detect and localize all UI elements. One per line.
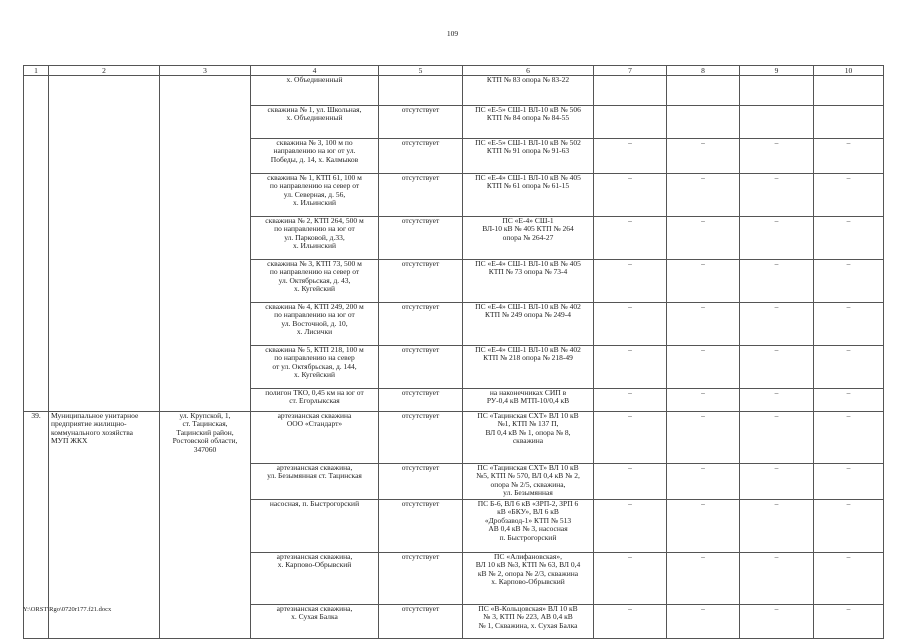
col8-cell-text: – — [701, 173, 705, 182]
col8-cell-text: – — [701, 463, 705, 472]
col8-cell — [667, 303, 740, 346]
col10-cell — [814, 605, 884, 639]
empty-cell — [24, 76, 49, 412]
col10-cell-text: – — [846, 388, 851, 397]
presence-cell — [379, 217, 463, 260]
col7-cell — [594, 553, 667, 605]
presence-cell — [379, 553, 463, 605]
col10-cell-text: – — [846, 345, 851, 354]
col9-cell — [740, 553, 814, 605]
col7-cell — [594, 605, 667, 639]
col10-cell — [814, 553, 884, 605]
col9-cell — [740, 106, 814, 139]
col10-cell — [814, 260, 884, 303]
column-number-1-text: 1 — [34, 66, 38, 75]
power-cell-text: ПС «Е-4» СШ-1 ВЛ-10 кВ № 402 КТП № 218 опора № 218-49 — [475, 345, 581, 363]
presence-cell — [379, 412, 463, 464]
object-cell-text: скважина № 3, КТП 73, 500 м по направлению на север от ул. Октябрьская, д. 43, х. Кугейский — [267, 259, 362, 294]
col8-cell — [667, 346, 740, 389]
col8-cell — [667, 260, 740, 303]
col7-cell — [594, 217, 667, 260]
col9-cell-text: – — [774, 173, 779, 182]
power-cell — [463, 260, 594, 303]
power-cell-text: ПС «Тацинская СХТ» ВЛ 10 кВ №5, КТП № 570, ВЛ 0,4 кВ № 2, опора № 2/5, скважина, ул. Безымянная — [476, 463, 580, 498]
column-number-4-text: 4 — [312, 66, 317, 75]
object-cell — [251, 174, 379, 217]
presence-cell — [379, 106, 463, 139]
col9-cell-text: – — [774, 499, 779, 508]
power-cell-text: ПС «Е-4» СШ-1 ВЛ-10 кВ № 405 КТП № 61 опора № 61-15 — [475, 173, 581, 191]
section-number-text: 39. — [31, 411, 41, 420]
col10-cell — [814, 106, 884, 139]
col7-cell-text: – — [628, 345, 632, 354]
column-number-7 — [594, 66, 667, 76]
col10-cell — [814, 346, 884, 389]
presence-cell-text: отсутствует — [401, 345, 440, 354]
col8-cell — [667, 412, 740, 464]
col9-cell — [740, 260, 814, 303]
object-cell — [251, 464, 379, 500]
col7-cell-text: – — [628, 173, 632, 182]
presence-cell — [379, 500, 463, 553]
presence-cell-text: отсутствует — [401, 173, 440, 182]
presence-cell — [379, 303, 463, 346]
table-row — [24, 76, 884, 106]
address-cell — [160, 412, 251, 639]
col9-cell — [740, 139, 814, 174]
column-number-1 — [24, 66, 49, 76]
col8-cell — [667, 605, 740, 639]
object-cell-text: скважина № 1, КТП 61, 100 м по направлению на север от ул. Северная, д. 56, х. Ильинский — [267, 173, 362, 208]
column-number-7-text: 7 — [628, 66, 632, 75]
column-number-6-text: 6 — [526, 66, 530, 75]
col7-cell-text: – — [628, 216, 632, 225]
col10-cell — [814, 76, 884, 106]
col10-cell — [814, 389, 884, 412]
power-cell — [463, 605, 594, 639]
col10-cell-text: – — [846, 173, 851, 182]
data-table — [23, 65, 884, 639]
section-number — [24, 412, 49, 639]
col8-cell-text: – — [701, 499, 705, 508]
presence-cell-text: отсутствует — [401, 216, 440, 225]
column-number-2-text: 2 — [102, 66, 106, 75]
col10-cell — [814, 217, 884, 260]
column-number-10-text: 10 — [844, 66, 853, 75]
power-cell — [463, 76, 594, 106]
col8-cell-text: – — [701, 216, 705, 225]
column-number-6 — [463, 66, 594, 76]
page-number: 109 — [446, 29, 459, 38]
col8-cell — [667, 139, 740, 174]
col7-cell — [594, 260, 667, 303]
power-cell-text: ПС «Е-4» СШ-1 ВЛ-10 кВ № 405 КТП № 264 опора № 264-27 — [482, 216, 574, 242]
col9-cell-text: – — [774, 138, 779, 147]
col7-cell — [594, 303, 667, 346]
object-cell — [251, 217, 379, 260]
empty-cell — [160, 76, 251, 412]
column-number-4 — [251, 66, 379, 76]
col9-cell — [740, 76, 814, 106]
col9-cell-text: – — [774, 604, 779, 613]
col7-cell — [594, 346, 667, 389]
object-cell — [251, 389, 379, 412]
col9-cell — [740, 412, 814, 464]
table-row — [24, 412, 884, 464]
col10-cell-text: – — [846, 259, 851, 268]
col10-cell-text: – — [846, 552, 851, 561]
power-cell-text: ПС «Е-4» СШ-1 ВЛ-10 кВ № 405 КТП № 73 опора № 73-4 — [475, 259, 581, 277]
object-cell-text: артезианская скважина ООО «Стандарт» — [277, 411, 352, 429]
col10-cell — [814, 303, 884, 346]
col8-cell-text: – — [701, 388, 705, 397]
power-cell-text: ПС «Е-5» СШ-1 ВЛ-10 кВ № 502 КТП № 91 опора № 91-63 — [475, 138, 581, 156]
presence-cell-text: отсутствует — [401, 552, 440, 561]
presence-cell — [379, 346, 463, 389]
col8-cell-text: – — [701, 259, 705, 268]
column-number-9 — [740, 66, 814, 76]
col9-cell — [740, 217, 814, 260]
address-cell-text: ул. Крупской, 1, ст. Тацинская, Тацинский район, Ростовской области, 347060 — [172, 411, 238, 454]
col8-cell-text: – — [701, 345, 705, 354]
power-cell — [463, 174, 594, 217]
object-cell — [251, 303, 379, 346]
power-cell-text: ПС «Е-5» СШ-1 ВЛ-10 кВ № 506 КТП № 84 опора № 84-55 — [475, 105, 581, 123]
col10-cell — [814, 412, 884, 464]
object-cell-text: х. Объединенный — [286, 75, 343, 84]
power-cell-text: ПС Б-6, ВЛ 6 кВ «ЗРП-2, ЗРП 6 кВ «БКУ», ВЛ 6 кВ «Дробзавод-1» КТП № 513 АВ 0,4 кВ № 3, насосная п. Быстрогорский — [477, 499, 579, 542]
col10-cell — [814, 139, 884, 174]
power-cell — [463, 106, 594, 139]
col7-cell — [594, 500, 667, 553]
col8-cell — [667, 217, 740, 260]
col10-cell-text: – — [846, 499, 851, 508]
col9-cell — [740, 346, 814, 389]
col8-cell — [667, 389, 740, 412]
col8-cell-text: – — [701, 138, 705, 147]
column-number-9-text: 9 — [774, 66, 779, 75]
col8-cell — [667, 464, 740, 500]
col7-cell — [594, 76, 667, 106]
power-cell-text: на наконечниках СИП в РУ-0,4 кВ МТП-10/0,4 кВ — [486, 388, 570, 406]
object-cell — [251, 412, 379, 464]
col9-cell-text: – — [774, 302, 779, 311]
object-cell — [251, 346, 379, 389]
presence-cell — [379, 139, 463, 174]
object-cell-text: скважина № 4, КТП 249, 200 м по направлению на юг от ул. Восточной, д. 10, х. Лисички — [265, 302, 364, 337]
col8-cell-text: – — [701, 302, 705, 311]
col9-cell-text: – — [774, 463, 779, 472]
col10-cell — [814, 464, 884, 500]
col7-cell — [594, 464, 667, 500]
presence-cell — [379, 174, 463, 217]
organization-cell-text: Муниципальное унитарное предприятие жилищно- коммунального хозяйства МУП ЖКХ — [51, 411, 139, 446]
object-cell — [251, 106, 379, 139]
col7-cell-text: – — [628, 302, 632, 311]
col7-cell — [594, 106, 667, 139]
organization-cell — [49, 412, 160, 639]
column-number-3-text: 3 — [203, 66, 207, 75]
col7-cell-text: – — [628, 388, 632, 397]
col7-cell-text: – — [628, 552, 632, 561]
column-number-3 — [160, 66, 251, 76]
col8-cell — [667, 106, 740, 139]
power-cell — [463, 139, 594, 174]
col10-cell-text: – — [846, 463, 851, 472]
column-number-5-text: 5 — [418, 66, 423, 75]
file-path-footer: Y:\ORST\Rgo\0720r177.f21.docx — [23, 606, 112, 613]
column-number-10 — [814, 66, 884, 76]
power-cell-text: ПС «Тацинская СХТ» ВЛ 10 кВ №1, КТП № 137 П, ВЛ 0,4 кВ № 1, опора № 8, скважина — [477, 411, 579, 446]
col7-cell-text: – — [628, 138, 632, 147]
col9-cell-text: – — [774, 216, 779, 225]
col9-cell-text: – — [774, 345, 779, 354]
object-cell-text: артезианская скважина, х. Сухая Балка — [276, 604, 353, 622]
col7-cell-text: – — [628, 259, 632, 268]
object-cell — [251, 260, 379, 303]
presence-cell — [379, 260, 463, 303]
column-number-2 — [49, 66, 160, 76]
col7-cell-text: – — [628, 604, 632, 613]
col8-cell-text: – — [701, 411, 705, 420]
col7-cell-text: – — [628, 411, 632, 420]
power-cell-text: ПС «В-Кольцовская» ВЛ 10 кВ № 3, КТП № 223, АВ 0,4 кВ № 1, Скважина, х. Сухая Балка — [478, 604, 578, 630]
col7-cell-text: – — [628, 499, 632, 508]
power-cell-text: ПС «Е-4» СШ-1 ВЛ-10 кВ № 402 КТП № 249 опора № 249-4 — [475, 302, 581, 320]
object-cell-text: скважина № 3, 100 м по направлению на юг от ул. Победы, д. 14, х. Калмыков — [270, 138, 359, 164]
col10-cell-text: – — [846, 411, 851, 420]
power-cell — [463, 500, 594, 553]
object-cell — [251, 605, 379, 639]
presence-cell-text: отсутствует — [401, 138, 440, 147]
column-number-row — [24, 66, 884, 76]
col8-cell — [667, 174, 740, 217]
presence-cell-text: отсутствует — [401, 411, 440, 420]
col8-cell — [667, 553, 740, 605]
col10-cell — [814, 500, 884, 553]
column-number-8-text: 8 — [701, 66, 705, 75]
presence-cell — [379, 464, 463, 500]
presence-cell-text: отсутствует — [401, 259, 440, 268]
object-cell — [251, 139, 379, 174]
power-cell — [463, 303, 594, 346]
empty-cell — [49, 76, 160, 412]
object-cell-text: скважина № 1, ул. Школьная, х. Объединенный — [267, 105, 362, 123]
col8-cell-text: – — [701, 604, 705, 613]
col7-cell — [594, 389, 667, 412]
power-cell-text: КТП № 83 опора № 83-22 — [486, 75, 570, 84]
presence-cell-text: отсутствует — [401, 388, 440, 397]
column-number-8 — [667, 66, 740, 76]
object-cell — [251, 76, 379, 106]
presence-cell-text: отсутствует — [401, 604, 440, 613]
col10-cell-text: – — [846, 302, 851, 311]
power-cell — [463, 217, 594, 260]
object-cell-text: артезианская скважина, х. Карпово-Обрывский — [276, 552, 353, 570]
presence-cell-text: отсутствует — [401, 105, 440, 114]
col9-cell — [740, 303, 814, 346]
col10-cell-text: – — [846, 604, 851, 613]
col9-cell-text: – — [774, 388, 779, 397]
col9-cell-text: – — [774, 552, 779, 561]
power-cell-text: ПС «Алифановская», ВЛ 10 кВ №3, КТП № 63, ВЛ 0,4 кВ № 2, опора № 2/3, скважина х. Карпово-Обрывский — [475, 552, 581, 587]
object-cell-text: артезианская скважина, ул. Безымянная ст. Тацинская — [267, 463, 362, 481]
col8-cell — [667, 500, 740, 553]
col7-cell — [594, 174, 667, 217]
object-cell — [251, 553, 379, 605]
col9-cell — [740, 605, 814, 639]
col10-cell-text: – — [846, 138, 851, 147]
col9-cell — [740, 500, 814, 553]
column-number-5 — [379, 66, 463, 76]
col8-cell — [667, 76, 740, 106]
object-cell — [251, 500, 379, 553]
presence-cell — [379, 605, 463, 639]
presence-cell-text: отсутствует — [401, 302, 440, 311]
col8-cell-text: – — [701, 552, 705, 561]
power-cell — [463, 346, 594, 389]
col10-cell-text: – — [846, 216, 851, 225]
power-cell — [463, 412, 594, 464]
presence-cell-text: отсутствует — [401, 463, 440, 472]
object-cell-text: скважина № 2, КТП 264, 500 м по направлению на юг от ул. Парковой, д.33, х. Ильинский — [265, 216, 364, 251]
object-cell-text: насосная, п. Быстрогорский — [269, 499, 360, 508]
power-cell — [463, 389, 594, 412]
power-cell — [463, 553, 594, 605]
presence-cell — [379, 389, 463, 412]
object-cell-text: полигон ТКО, 0,45 км на юг от ст. Егорлыкская — [265, 388, 364, 406]
object-cell-text: скважина № 5, КТП 218, 100 м по направлению на север от ул. Октябрьская, д. 144, х. Кугейский — [265, 345, 364, 380]
col9-cell-text: – — [774, 259, 779, 268]
col9-cell — [740, 389, 814, 412]
col7-cell-text: – — [628, 463, 632, 472]
col10-cell — [814, 174, 884, 217]
col9-cell-text: – — [774, 411, 779, 420]
presence-cell-text: отсутствует — [401, 499, 440, 508]
power-cell — [463, 464, 594, 500]
col7-cell — [594, 139, 667, 174]
col7-cell — [594, 412, 667, 464]
presence-cell — [379, 76, 463, 106]
col9-cell — [740, 464, 814, 500]
col9-cell — [740, 174, 814, 217]
